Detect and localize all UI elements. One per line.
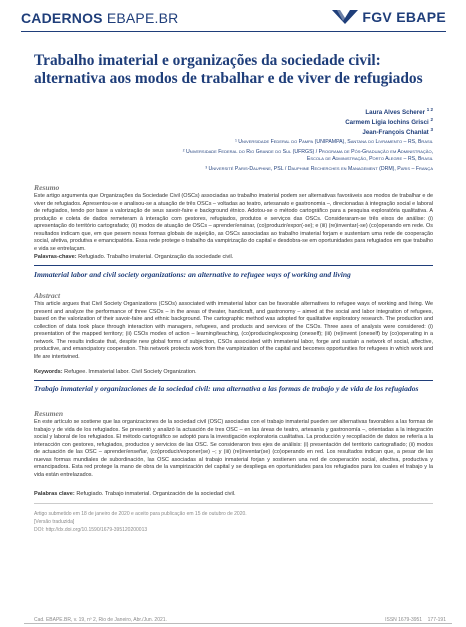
fgv-mark-icon (332, 9, 358, 25)
es-keywords-text: Refugiado. Trabajo inmaterial. Organización de la sociedad civil. (76, 491, 236, 497)
author-sup: 3 (430, 127, 433, 132)
footer-rule (24, 623, 452, 624)
section-separator (34, 380, 433, 381)
pt-keywords-label: Palavras-chave: (34, 254, 77, 260)
en-keywords-label: Keywords: (34, 369, 63, 375)
version-info: [Versão traduzida] (34, 519, 75, 525)
author-name: Jean-François Chanlat (362, 129, 429, 137)
es-title: Trabajo inmaterial y organizaciones de la sociedad civil: una alternativa a las formas de trabajo y de vida de los refugiados (34, 384, 419, 393)
author-name: Laura Alves Scherer (365, 109, 425, 117)
submission-info: Artigo submetido em 18 de janeiro de 2020 e aceito para publicação em 15 de outubro de 2020. (34, 511, 247, 517)
en-heading: Abstract (34, 291, 61, 300)
en-abstract: This article argues that Civil Society Organizations (CSOs) associated with immaterial labor can be favorable alternatives to refugee ways of working and living. We present and analyze the performance of three CSOs – in the areas of theater, handicraft, and gastronomy – aimed at the social and labor integration of refugees, based on the valorization of their savoir-faire and ethnic background. The cartographic method was adopted for qualitative exploratory research. The production and collection of data took place through interaction with managers, refugees, and products and services of the CSOs. Three axes of analysis were considered: (i) presentation of the mapped territory; (ii) CSOs modes of action – learning/teaching, (co)producing/exposing (oneself); (iii) (re)invent (oneself) by (co)operating in a network. The results indicate that, despite new global forms of subjection, CSOs associated with immaterial labor, forge and sustain a network of social, affective, productive, and emancipatory cooperation. This network protects work from the vampirization of the capital and becomes opportunities for refugees in which work and life are intertwined. (34, 301, 433, 360)
es-heading: Resumen (34, 409, 64, 418)
author-sup: 2 (430, 117, 433, 122)
journal-name-light: EBAPE.BR (106, 10, 179, 26)
author-sup: 1 2 (426, 107, 433, 112)
journal-name (21, 10, 178, 26)
pt-abstract: Este artigo argumenta que Organizações da Sociedade Civil (OSCs) associadas ao trabalho imaterial podem ser alternativas favoráveis aos modos de trabalhar e de viver de refugiados. Apresentou-se e analisou-se a atuação de três OSCs – voltadas ao teatro, artesanato e gastronomia –, direcionadas à integração social e laboral de refugiados, tendo por base a valorização de seus savoir-faire e background étnico. Adotou-se o método cartográfico para a pesquisa exploratória qualitativa. A produção e coleta de dados remeteram à interação com gestores, refugiados, produtos e serviços das OSCs. Consideraram-se três eixos de análise: (i) apresentação do território cartografado; (ii) modos de atuação de OSCs – aprender/ensinar, (co)produzir/expor(-se); e (iii) (re)inventar(-se) (co)operando em rede. Os resultados indicam que, em que pesem novas formas globais de sujeição, as OSCs associadas ao trabalho imaterial forjam e sustentam uma rede de cooperação social, afetiva, produtiva e emancipatória. Essa rede protege o trabalho da vampirização do capital e desdobra-se em oportunidades para refugiados em que trabalho e vida se entrelaçam. (34, 193, 433, 252)
header-rule (21, 31, 446, 32)
footer-citation: Cad. EBAPE.BR, v. 19, nº 2, Rio de Janeiro, Abr./Jun. 2021. (34, 617, 167, 623)
fgv-logo (332, 9, 446, 25)
author-3 (362, 127, 433, 136)
es-keywords (34, 491, 236, 497)
author-2 (345, 117, 433, 126)
es-keywords-label: Palabras clave: (34, 491, 75, 497)
en-keywords-text: Refugee. Immaterial labor. Civil Society Organization. (64, 369, 197, 375)
footer-pages: 177-191 (427, 617, 446, 623)
author-1 (365, 107, 433, 116)
section-separator (34, 265, 433, 266)
doi-link[interactable]: DOI: http://dx.doi.org/10.1590/1679-395120200013 (34, 527, 148, 533)
journal-name-bold: CADERNOS (21, 10, 103, 26)
affiliation-2-cont: Escola de Administração, Porto Alegre – RS, Brasil (306, 156, 433, 162)
affiliation-1: ¹ Universidade Federal do Pampa (UNIPAMPA), Santana do Livramento – RS, Brasil (235, 139, 433, 145)
article-title: Trabalho imaterial e organizações da sociedade civil: alternativa aos modos de trabalhar e de viver de refugiados (34, 52, 423, 87)
en-title: Immaterial labor and civil society organizations: an alternative to refugee ways of working and living (34, 270, 351, 279)
author-name: Carmem Ligia Iochins Grisci (345, 119, 429, 127)
pt-keywords (34, 254, 233, 260)
footer-issn-text: ISSN 1679-3951 (385, 617, 423, 623)
affiliation-3: ³ Université Paris-Dauphine, PSL / Dauphine Recherches en Management (DRM), Paris – França (205, 166, 433, 172)
es-abstract: En este artículo se sostiene que las organizaciones de la sociedad civil (OSC) asociadas con el trabajo inmaterial pueden ser alternativas favorables a las formas de trabajo y de vida de los refugiados. Se presentó y analizó la actuación de tres OSC – en las áreas de teatro, artesanía y gastronomía –, orientadas a la integración social y laboral de los refugiados. El método cartográfico se adoptó para la investigación exploratoria cualitativa. La producción y recopilación de datos se refería a la interacción con gestores, refugiados, productos y servicios de las OSC. Se consideraron tres ejes de análisis: (i) presentación del territorio cartografiado; (ii) modos de actuación de las OSC – aprender/enseñar, (co)producir/exponer(se) –; y (iii) (re)inventar(se) (co)operando en red. Los resultados indican que, a pesar de las nuevas formas mundiales de subordinación, las OSC asociadas al trabajo inmaterial forjan y sostienen una red de cooperación social, afectiva, productiva y emancipadora. Esta red protege la mano de obra de la vampirización del capital y se despliega en oportunidades para los refugiados para los cuales el trabajo y la vida están entrelazados. (34, 419, 433, 478)
pt-keywords-text: Refugiado. Trabalho imaterial. Organização da sociedade civil. (78, 254, 234, 260)
en-keywords (34, 369, 197, 375)
pt-heading: Resumo (34, 183, 60, 192)
fgv-logo-text: FGV EBAPE (362, 9, 446, 25)
meta-separator (34, 503, 433, 504)
affiliation-2: ² Universidade Federal do Rio Grande do Sul (UFRGS) / Programa de Pós-Graduação em Administração, (182, 149, 433, 155)
